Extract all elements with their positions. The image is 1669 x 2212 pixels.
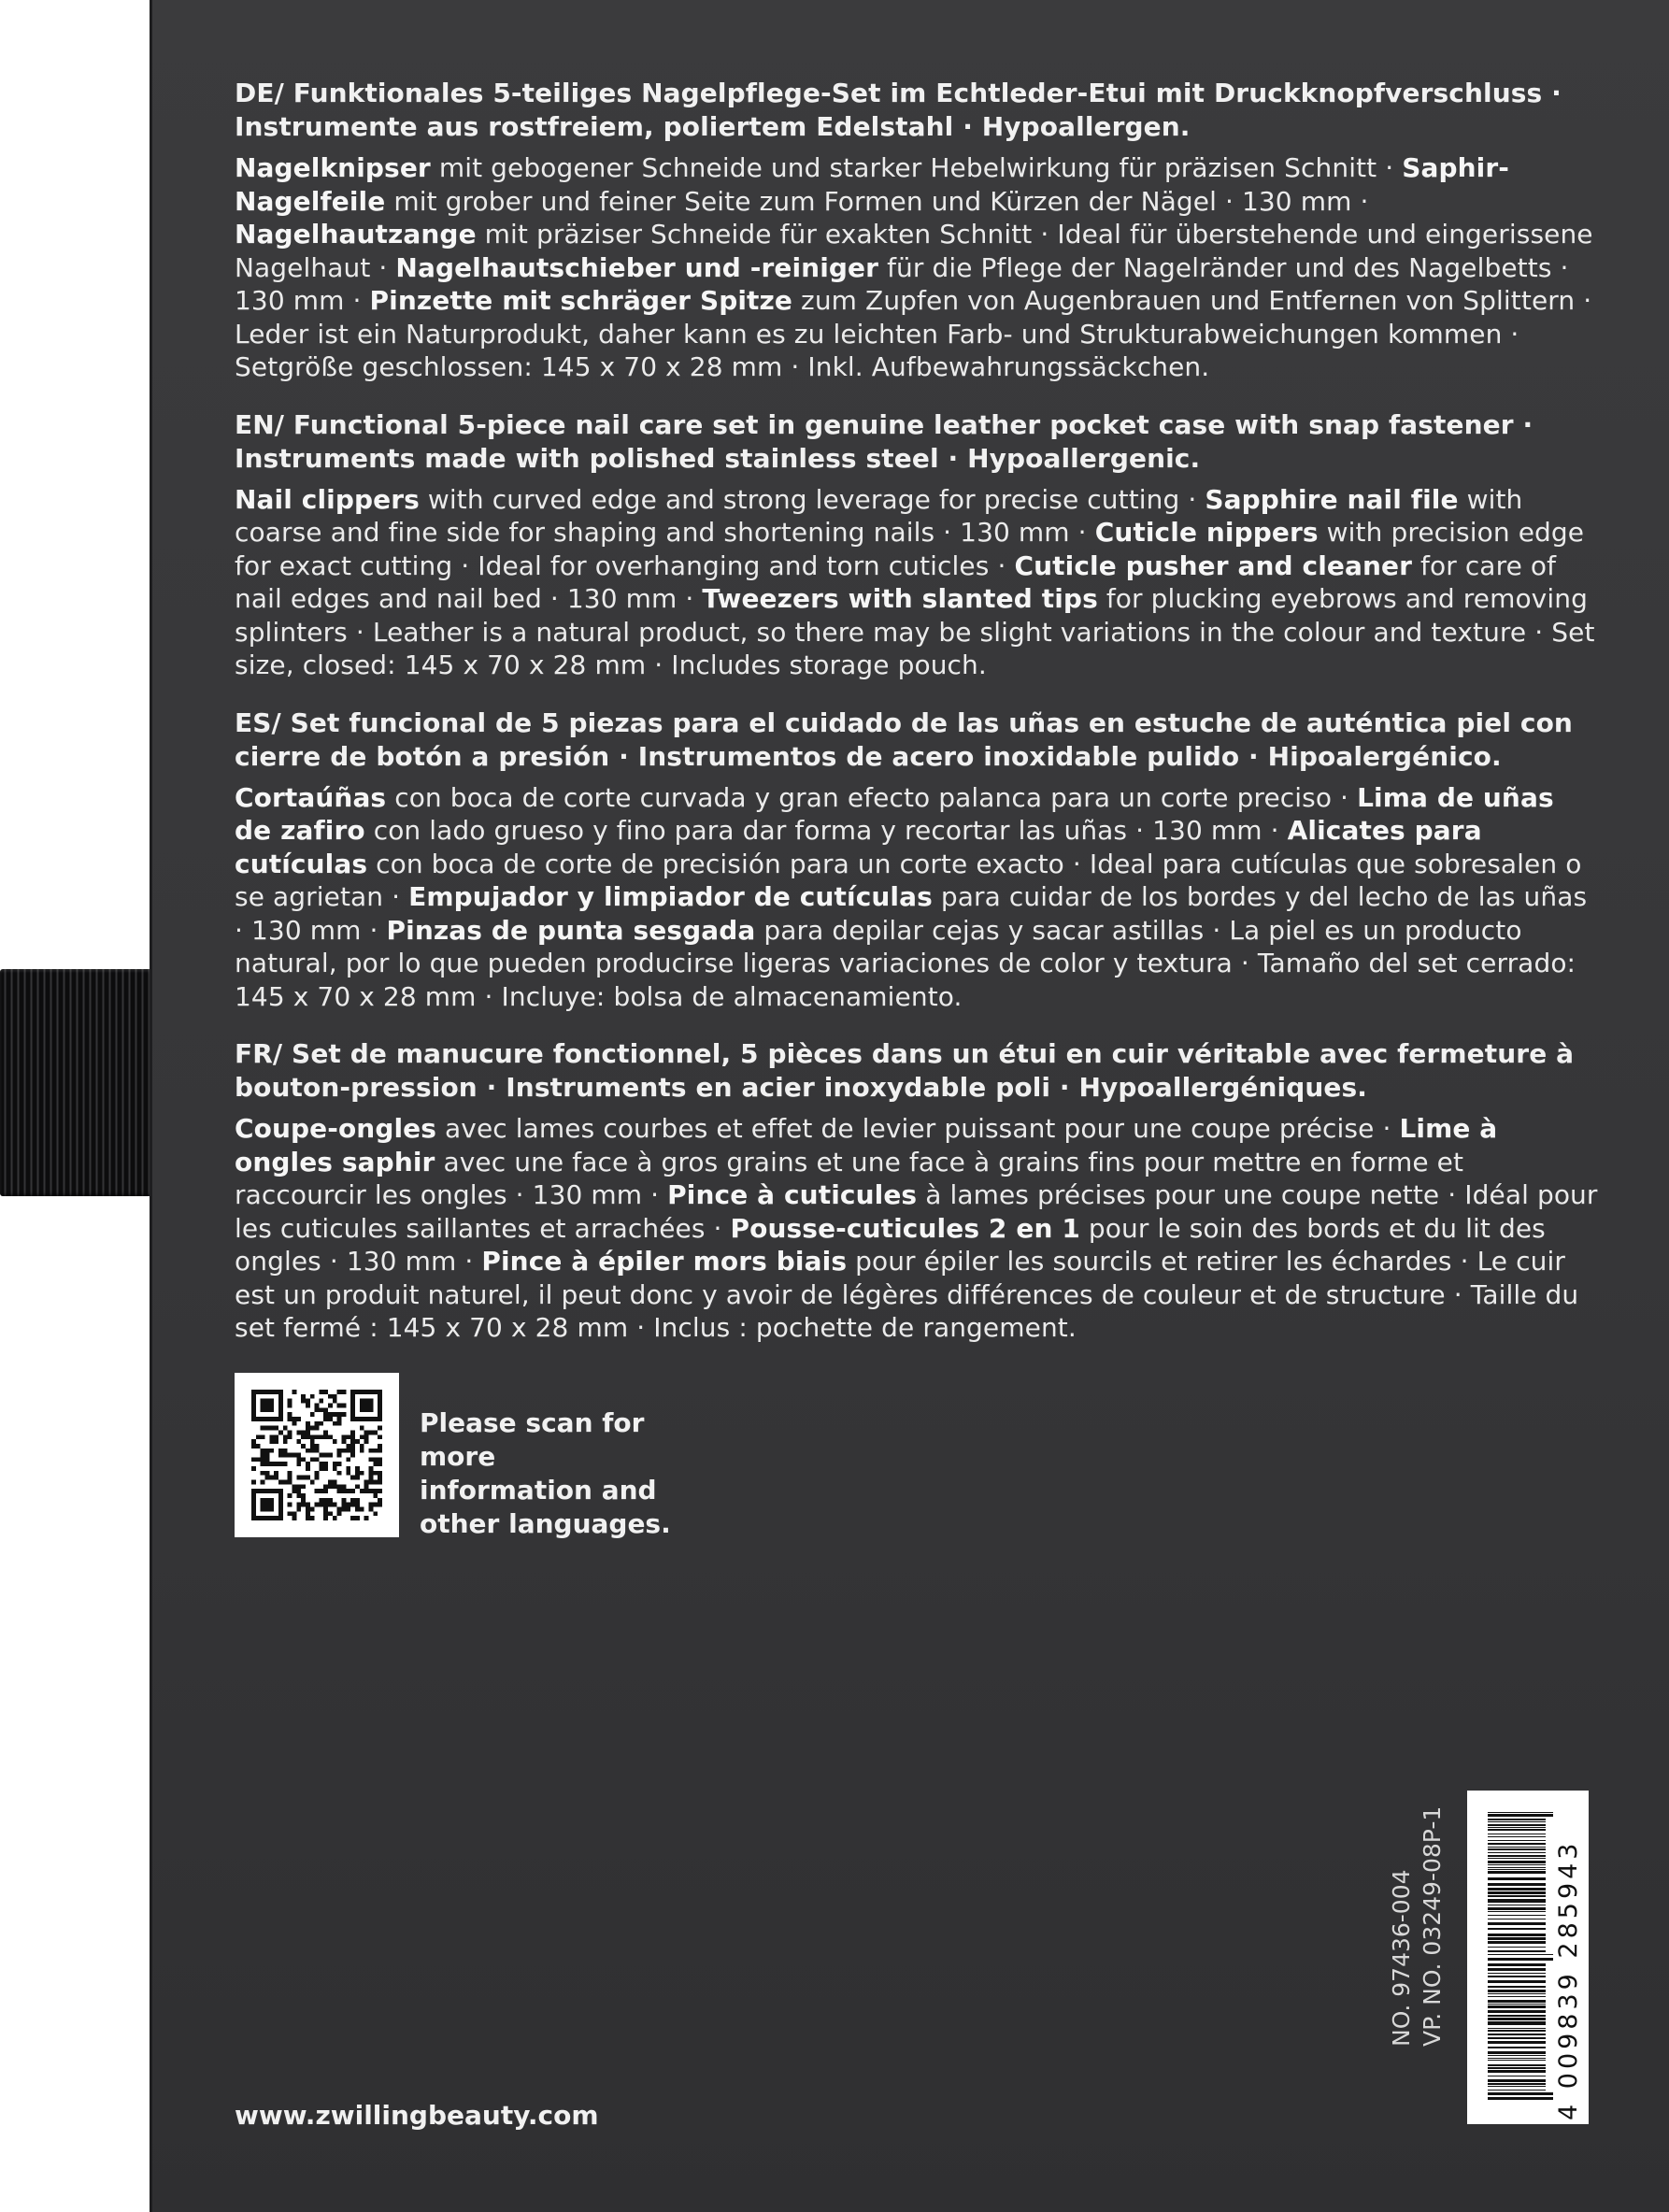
barcode-bar — [1488, 2090, 1546, 2091]
barcode-rotated — [1467, 1791, 1589, 2124]
barcode-bar — [1488, 2083, 1546, 2085]
headline-en: EN/ Functional 5-piece nail care set in genuine leather pocket case with snap fastener · Instruments made with polished stainless steel · Hypoallergenic. — [235, 408, 1533, 474]
barcode-bar — [1488, 1911, 1546, 1912]
qr-code-icon[interactable] — [235, 1373, 399, 1537]
barcode-bar — [1488, 2079, 1546, 2082]
product-term: Lime à ongles saphir — [235, 1113, 1498, 1177]
barcode-bar — [1488, 1819, 1546, 1820]
barcode-bar — [1488, 1827, 1546, 1828]
barcode-bar — [1488, 1963, 1546, 1966]
product-term: Cuticle nippers — [1094, 517, 1319, 548]
headline-fr: FR/ Set de manucure fonctionnel, 5 pièces dans un étui en cuir véritable avec fermeture à bouton-pression · Instruments en acier inoxydable poli · Hypoallergéniques. — [235, 1038, 1575, 1103]
barcode-bar — [1488, 1869, 1546, 1870]
barcode-bar — [1488, 1852, 1546, 1853]
barcode-bar — [1488, 2037, 1546, 2039]
description-text — [235, 77, 1599, 1369]
barcode-bar — [1488, 1899, 1546, 1903]
barcode-bar — [1488, 1993, 1546, 1994]
product-term: Pinzette mit schräger Spitze — [369, 285, 793, 316]
qr-block — [235, 1373, 672, 1541]
barcode-bar — [1488, 1980, 1546, 1983]
product-term: Nagelhautzange — [235, 219, 477, 250]
barcode-bar — [1488, 1954, 1553, 1955]
barcode-bar — [1488, 1858, 1546, 1859]
barcode-bar — [1488, 1877, 1546, 1880]
barcode-bar — [1488, 2097, 1553, 2100]
barcode-bar — [1488, 1907, 1546, 1910]
barcode-bar — [1488, 1871, 1546, 1874]
section-es — [235, 706, 1599, 1014]
barcode-bar — [1488, 2034, 1546, 2035]
barcode-bar — [1488, 1990, 1546, 1992]
body-fr: Coupe-ongles avec lames courbes et effet de levier puissant pour une coupe précise · Lime à ongles saphir avec une face à gros grains et une face à grains fins pour mettre en forme et raccourcir les ongles · 130 mm · Pince à cuticules à lames précises pour une coupe nette · Idéal pour les cuticules saillantes et arrachées · Pousse-cuticules 2 en 1 pour le soin des bords et du lit des ongles · 130 mm · Pince à épiler mors biais pour épiler les sourcils et retirer les échardes · Le cuir est un produit naturel, il peut donc y avoir de légères différences de couleur et de structure · Taille du set fermé : 145 x 70 x 28 mm · Inclus : pochette de rangement. — [235, 1113, 1598, 1343]
article-number: NO. 97436-004 — [1388, 1869, 1415, 2047]
barcode-bar — [1488, 1821, 1546, 1822]
barcode-bar — [1488, 1824, 1546, 1826]
barcode-bar — [1488, 1976, 1546, 1977]
barcode-bar — [1488, 2018, 1546, 2020]
barcode-bar — [1488, 1958, 1553, 1961]
barcode-bar — [1488, 1843, 1546, 1845]
section-de — [235, 77, 1599, 384]
barcode-bar — [1488, 1888, 1546, 1891]
barcode-bar — [1488, 1915, 1546, 1916]
barcode-bar — [1488, 1812, 1553, 1813]
body-en: Nail clippers with curved edge and strong leverage for precise cutting · Sapphire nail file with coarse and fine side for shaping and shortening nails · 130 mm · Cuticle nippers with precision edge for exact cutting · Ideal for overhanging and torn cuticles · Cuticle pusher and cleaner for care of nail edges and nail bed · 130 mm · Tweezers with slanted tips for plucking eyebrows and removing splinters · Leather is a natural product, so there may be slight variations in the colour and texture · Set size, closed: 145 x 70 x 28 mm · Includes storage pouch. — [235, 483, 1595, 680]
product-term: Tweezers with slanted tips — [702, 583, 1098, 614]
barcode-bar — [1488, 2015, 1546, 2017]
product-term: Alicates para cutículas — [235, 815, 1482, 879]
barcode-bar — [1488, 1847, 1546, 1848]
product-term: Pince à cuticules — [667, 1179, 918, 1210]
barcode-bar — [1488, 2092, 1553, 2095]
product-term: Cuticle pusher and cleaner — [1014, 549, 1413, 581]
body-de: Nagelknipser mit gebogener Schneide und starker Hebelwirkung für präzisen Schnitt · Saphir-Nagelfeile mit grober und feiner Seite zum Formen und Kürzen der Nägel · 130 mm · Nagelhautzange mit präziser Schneide für exakten Schnitt · Ideal für überstehende und eingerissene Nagelhaut · Nagelhautschieber und -reiniger für die Pflege der Nagelränder und des Nagelbetts · 130 mm · Pinzette mit schräger Spitze zum Zupfen von Augenbrauen und Entfernen von Splittern · Leder ist ein Naturprodukt, daher kann es zu leichten Farb- und Strukturabweichungen kommen · Setgröße geschlossen: 145 x 70 x 28 mm · Inkl. Aufbewahrungssäckchen. — [235, 152, 1593, 382]
barcode-bar — [1488, 2041, 1546, 2044]
elastic-band — [0, 969, 151, 1196]
barcode-bar — [1488, 2047, 1546, 2048]
product-term: Sapphire nail file — [1205, 483, 1459, 515]
product-term: Saphir-Nagelfeile — [235, 152, 1510, 217]
qr-scan-text: Please scan for more information and other languages. — [420, 1407, 671, 1539]
headline-es: ES/ Set funcional de 5 piezas para el cuidado de las uñas en estuche de auténtica piel con cierre de botón a presión · Instrumentos de acero inoxidable pulido · Hipoalergénico. — [235, 706, 1573, 772]
barcode-bar — [1488, 1986, 1546, 1988]
barcode-bar — [1488, 1937, 1546, 1940]
barcode-bar — [1488, 1928, 1546, 1930]
barcode-bar — [1488, 2004, 1546, 2005]
product-term: Nail clippers — [235, 483, 420, 515]
product-term: Lima de uñas de zafiro — [235, 781, 1554, 846]
barcode-bar — [1488, 1922, 1546, 1925]
barcode-bar — [1488, 1855, 1546, 1857]
barcode-bar — [1488, 2055, 1546, 2056]
barcode-bar — [1488, 2030, 1546, 2032]
product-term: Pince à épiler mors biais — [481, 1246, 848, 1277]
barcode-bar — [1488, 1950, 1546, 1952]
barcode-bar — [1488, 2060, 1546, 2061]
barcode-bar — [1488, 1840, 1546, 1841]
product-term: Empujador y limpiador de cutículas — [408, 881, 933, 912]
barcode-bar — [1488, 1867, 1546, 1868]
barcode-bar — [1488, 1864, 1546, 1865]
body-es: Cortaúñas con boca de corte curvada y gran efecto palanca para un corte preciso · Lima de uñas de zafiro con lado grueso y fino para dar forma y recortar las uñas · 130 mm · Alicates para cutículas con boca de corte de precisión para un corte exacto · Ideal para cutículas que sobresalen o se agrietan · Empujador y limpiador de cutículas para cuidar de los bordes y del lecho de las uñas · 130 mm · Pinzas de punta sesgada para depilar cejas y sacar astillas · La piel es un producto natural, por lo que pueden producirse ligeras variaciones de color y textura · Tamaño del set cerrado: 145 x 70 x 28 mm · Incluye: bolsa de almacenamiento. — [235, 781, 1588, 1012]
barcode-bar — [1488, 2086, 1546, 2087]
section-fr — [235, 1037, 1599, 1345]
product-term: Nagelknipser — [235, 152, 431, 183]
barcode-bar — [1488, 1848, 1546, 1850]
product-term: Nagelhautschieber und -reiniger — [395, 251, 879, 283]
barcode-bar — [1488, 2067, 1546, 2069]
barcode-bar — [1488, 1883, 1546, 1886]
barcode-bar — [1488, 1996, 1546, 1997]
barcode-bar — [1488, 1973, 1546, 1974]
barcode-bar — [1488, 2010, 1546, 2013]
product-term: Pinzas de punta sesgada — [386, 914, 756, 946]
product-term: Pousse-cuticules 2 en 1 — [730, 1212, 1080, 1244]
vp-number: VP. NO. 03249-08P-1 — [1419, 1805, 1446, 2047]
product-codes — [1386, 1766, 1461, 2047]
barcode-bar — [1488, 1829, 1546, 1831]
barcode-bar — [1488, 1861, 1546, 1863]
barcode-bar — [1488, 1814, 1553, 1817]
barcode-bar — [1488, 2051, 1546, 2054]
qr-code-graphic — [251, 1390, 382, 1520]
product-term: Cortaúñas — [235, 781, 387, 813]
barcode-bar — [1488, 2021, 1546, 2025]
barcode-label — [1467, 1791, 1589, 2124]
barcode-bar — [1488, 1836, 1546, 1837]
ean-number: 4 009839 285943 — [1554, 1839, 1583, 2120]
barcode-bar — [1488, 1891, 1546, 1894]
barcode-icon — [1488, 1805, 1553, 2104]
section-en — [235, 408, 1599, 682]
barcode-bar — [1488, 1895, 1546, 1897]
barcode-bar — [1488, 1947, 1546, 1948]
barcode-bar — [1488, 1934, 1546, 1936]
headline-de: DE/ Funktionales 5-teiliges Nagelpflege-Set im Echtleder-Etui mit Druckknopfverschluss · Instrumente aus rostfreiem, poliertem Edelstahl · Hypoallergen. — [235, 78, 1562, 142]
barcode-bar — [1488, 2028, 1546, 2029]
barcode-bar — [1488, 1941, 1546, 1944]
barcode-bar — [1488, 2058, 1546, 2059]
barcode-bar — [1488, 2000, 1546, 2003]
barcode-bar — [1488, 1968, 1546, 1971]
website-url[interactable]: www.zwillingbeauty.com — [235, 2100, 599, 2131]
product-term: Coupe-ongles — [235, 1113, 437, 1144]
barcode-bar — [1488, 2070, 1546, 2073]
barcode-bar — [1488, 2064, 1546, 2066]
barcode-bar — [1488, 2005, 1546, 2008]
